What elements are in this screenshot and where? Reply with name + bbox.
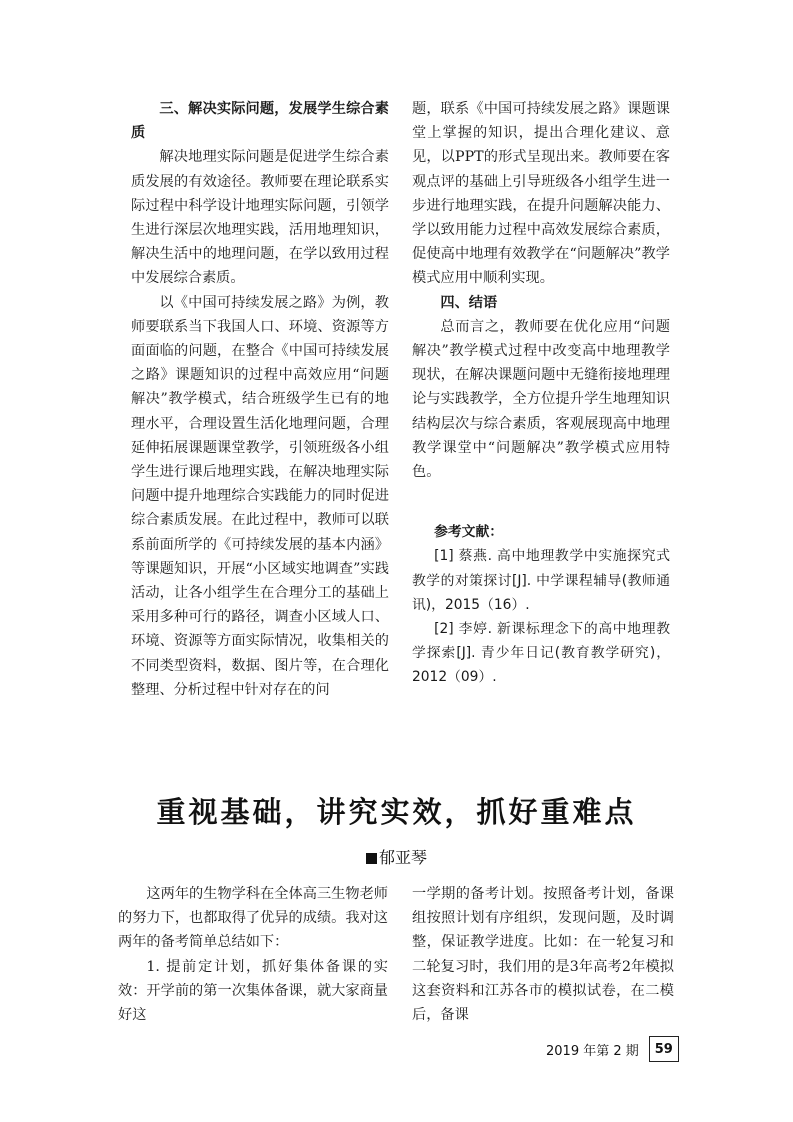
square-bullet-icon bbox=[366, 853, 377, 864]
paragraph: 以《中国可持续发展之路》为例，教师要联系当下我国人口、环境、资源等方面面临的问题，在整合《中国可持续发展之路》课题知识的过程中高效应用“问题解决”教学模式，结合班级学生已有的地理水平，合理设置生活化地理问题，合理延伸拓展课题课堂教学，引领班级各小组学生进行课后地理实践，在解决地理实际问题中提升地理综合实践能力的同时促进综合素质发展。在此过程中，教师可以联系前面所学的《可持续发展的基本内涵》等课题知识，开展“小区域实地调查”实践活动，让各小组学生在合理分工的基础上采用多种可行的路径，调查小区域人口、环境、资源等方面实际情况，收集相关的不同类型资料，数据、图片等，在合理化整理、分析过程中针对存在的问 bbox=[131, 294, 389, 698]
paragraph: 1. 提前定计划，抓好集体备课的实效：开学前的第一次集体备课，就大家商量好这 bbox=[118, 958, 388, 1024]
paragraph: 这两年的生物学科在全体高三生物老师的努力下，也都取得了优异的成绩。我对这两年的备考简单总结如下： bbox=[118, 886, 388, 951]
article2-left-column bbox=[118, 882, 388, 1027]
article2-right-column bbox=[412, 882, 674, 1027]
page-number: 59 bbox=[649, 1036, 679, 1062]
conclusion-paragraph: 总而言之，教师要在优化应用“问题解决”教学模式过程中改变高中地理教学现状，在解决课题问题中无缝衔接地理理论与实践教学，全方位提升学生地理知识结构层次与综合素质，客观展现高中地理教学课堂中“问题解决”教学模式应用特色。 bbox=[412, 318, 670, 481]
references-heading: 参考文献： bbox=[434, 524, 504, 541]
article-title: 重视基础，讲究实效，抓好重难点 bbox=[156, 795, 637, 829]
reference-item: [2] 李婷. 新课标理念下的高中地理教学探索[J]. 青少年日记(教育教学研究)，2012（09）. bbox=[412, 621, 670, 686]
page-footer bbox=[546, 1036, 679, 1062]
author-line bbox=[0, 845, 793, 868]
author-name: 郁亚琴 bbox=[378, 848, 427, 867]
section-heading-4: 四、结语 bbox=[440, 294, 498, 311]
article1-left-column bbox=[131, 97, 389, 702]
paragraph-continued: 一学期的备考计划。按照备考计划，备课组按照计划有序组织，发现问题，及时调整，保证教学进度。比如：在一轮复习和二轮复习时，我们用的是3年高考2年模拟这套资料和江苏各市的模拟试卷，在二模后，备课 bbox=[412, 886, 674, 1024]
references bbox=[412, 520, 670, 689]
section-heading-3: 三、解决实际问题，发展学生综合素质 bbox=[131, 101, 389, 142]
paragraph-continued: 题，联系《中国可持续发展之路》课题课堂上掌握的知识，提出合理化建议、意见，以PPT的形式呈现出来。教师要在客观点评的基础上引导班级各小组学生进一步进行地理实践，在提升问题解决能力、学以致用能力过程中高效发展综合素质，促使高中地理有效教学在“问题解决”教学模式应用中顺利实现。 bbox=[412, 101, 670, 287]
article1-right-column bbox=[412, 97, 670, 690]
spacer bbox=[412, 484, 670, 520]
paragraph: 解决地理实际问题是促进学生综合素质发展的有效途径。教师要在理论联系实际过程中科学设计地理实际问题，引领学生进行深层次地理实践，活用地理知识，解决生活中的地理问题，在学以致用过程中发展综合素质。 bbox=[131, 149, 389, 287]
issue-label: 2019 年第 2 期 bbox=[546, 1043, 639, 1059]
reference-item: [1] 蔡燕. 高中地理教学中实施探究式教学的对策探讨[J]. 中学课程辅导(教师通讯)，2015（16）. bbox=[412, 548, 670, 613]
